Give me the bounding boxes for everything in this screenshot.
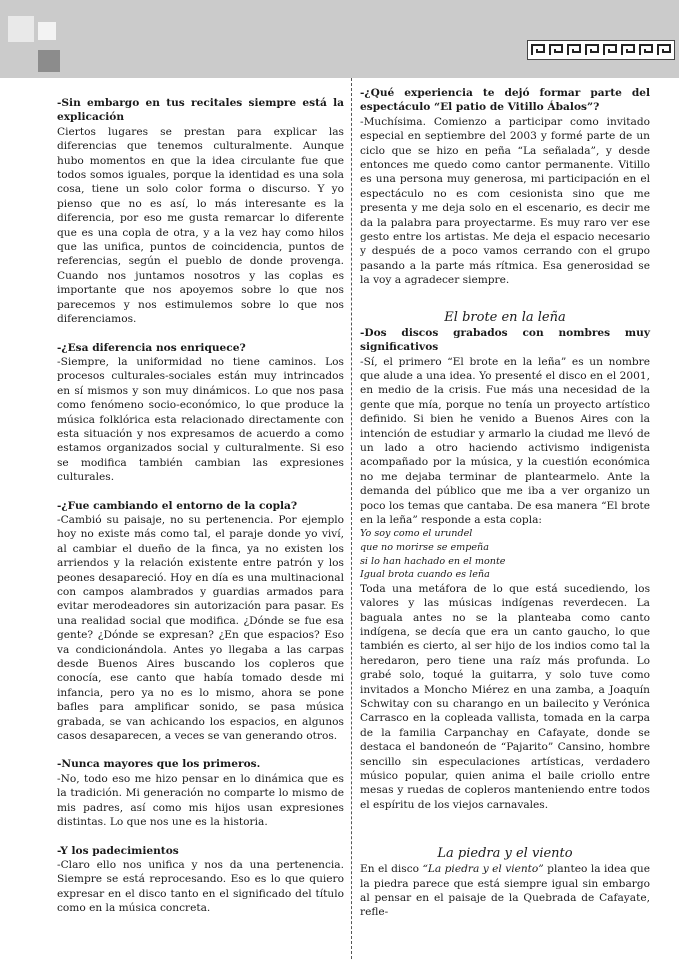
paragraph-rest: planteo la idea que la piedra parece que está siempre igual sin embargo al pensar en el paisaje de la Quebrada de Cafayate, refle- (360, 863, 651, 919)
question: -Y los padecimientos (57, 844, 179, 857)
answer: -Claro ello nos unifica y nos da una pertenencia. Siempre se está reprocesando. Eso es lo que quiero expresar en el disco tanto en el significado del título como en la música concreta. (57, 858, 344, 915)
decor-square (38, 50, 60, 72)
right-column (360, 86, 650, 920)
answer: -Cambió su paisaje, no su pertenencia. Por ejemplo hoy no existe más como tal, el paraje donde yo viví, al cambiar el dueño de la finca, ya no existen los arriendos y la relación existente entre patrón y los peones desapareció. Hoy en día es una multinacional con campos alambrados y guardias armados para evitar merodeadores sin autorización para pasar. Es una realidad social que modifica. ¿Dónde se fue esa gente? ¿Dónde se expresan? ¿En que espacios? Eso va condicionándola. Antes yo llegaba a las carpas desde Buenos Aires buscando los copleros que conocía, ese canto que había tomado desde mi infancia, pero ya no es lo mismo, ahora se pone bafles para amplificar sonido, se pasa música grabada, se van achicando los espacios, en algunos casos desaparecen, a veces se van generando otros. (57, 513, 344, 743)
album-title: “La piedra y el viento” (422, 863, 544, 876)
verse-line: Yo soy como el urundel (360, 528, 473, 540)
question: -Nunca mayores que los primeros. (57, 758, 261, 771)
greek-key-ornament-icon (527, 40, 675, 60)
verse-line: si lo han hachado en el monte (360, 555, 506, 567)
column-divider (351, 78, 352, 959)
verse-line: Igual brota cuando es leña (360, 569, 490, 581)
header-band (0, 0, 679, 78)
answer: -Muchísima. Comienzo a participar como invitado especial en septiembre del 2003 y formé parte de un ciclo que se hizo en peña “La señalada”, y desde entonces me quedo como cantor permanente. Vitillo es una persona muy generosa, mi participación en el espectáculo no es com cesionista sino que me presenta y me deja solo en el escenario, es decir me da la palabra para proyectarme. Es muy raro ver ese gesto entre los artistas. Me deja el espacio necesario y después de a poco vamos cerrando con el grupo pasando a la parte más rítmica. Esa generosidad se la voy a agradecer siempre. (360, 115, 650, 287)
paragraph (360, 862, 650, 920)
decor-square (38, 22, 56, 40)
section-heading: El brote en la leña (444, 309, 566, 325)
question: -¿Fue cambiando el entorno de la copla? (57, 499, 298, 512)
question: -¿Esa diferencia nos enriquece? (57, 341, 246, 354)
left-column (57, 96, 344, 916)
section-heading: La piedra y el viento (437, 846, 573, 862)
answer: Ciertos lugares se prestan para explicar las diferencias que tenemos culturalmente. Aunque hubo momentos en que la idea circulante fue que todos somos iguales, porque la identidad es una sola cosa, tiene un solo color forma o discurso. Y yo pienso que no es así, lo más interesante es la diferencia, por eso me gusta remarcar lo diferente que es una copla de otra, y a la vez hay como hilos que las unifica, puntos de coincidencia, puntos de referencias, según el pueblo de donde provenga. Cuando nos juntamos nosotros y las coplas es importante que nos apoyemos sobre lo que nos parecemos y nos estimulemos sobre lo que nos diferenciamos. (57, 125, 344, 326)
answer: -Siempre, la uniformidad no tiene caminos. Los procesos culturales-sociales están muy intrincados en sí mismos y son muy dinámicos. Lo que nos pasa como fenómeno socio-económico, lo que produce la música folklórica esta relacionado directamente con esta situación y nos expresamos de acuerdo a como estamos organizados social y culturalmente. Si eso se modifica también cambian las expresiones culturales. (57, 355, 344, 484)
decor-square (8, 16, 34, 42)
answer: Toda una metáfora de lo que está sucediendo, los valores y las músicas indígenas reverdecen. La baguala antes no se la planteaba como canto indígena, se decía que era un canto gaucho, lo que también es cierto, al ser hijo de los indios como tal la heredaron, pero tiene una raíz más profunda. Lo grabé solo, toqué la guitarra, y solo tuve como invitados a Moncho Miérez en una zamba, a Joaquín Schwitay con su charango en un bailecito y Verónica Carrasco en la copleada vallista, tomada en la carpa de la familia Carpanchay en Cafayate, donde se destaca el bandoneón de “Pajarito” Cansino, hombre sencillo sin especulaciones artísticas, verdadero músico popular, quien anima el baile criollo entre mesas y ruedas de copleros manteniendo entre todos el espíritu de los viejos carnavales. (360, 582, 650, 811)
question: -Sin embargo en tus recitales siempre está la explicación (57, 97, 344, 124)
question: -Dos discos grabados con nombres muy significativos (360, 326, 650, 354)
paragraph-start: En el disco (360, 863, 423, 876)
question: -¿Qué experiencia te dejó formar parte del espectáculo “El patio de Vitillo Ábalos”? (360, 87, 650, 114)
answer: -Sí, el primero “El brote en la leña” es un nombre que alude a una idea. Yo presenté el disco en el 2001, en medio de la crisis. Fue más una necesidad de la gente que mía, porque no tenía un proyecto artístico definido. Si bien he venido a Buenos Aires con la intención de estudiar y armarlo la ciudad me llevó de un lado a otro haciendo activismo indigenista acompañado por la música, y la cuestión económica no me dejaba terminar de plantearmelo. Ante la demanda del público que me iba a ver organizo un poco los temas que cantaba. De esa manera “El brote en la leña” responde a esta copla: (360, 355, 650, 526)
verse-line: que no morirse se empeña (360, 541, 489, 553)
answer: -No, todo eso me hizo pensar en lo dinámica que es la tradición. Mi generación no comparte lo mismo de mis padres, así como mis hijos usan expresiones distintas. Lo que nos une es la historia. (57, 772, 344, 829)
